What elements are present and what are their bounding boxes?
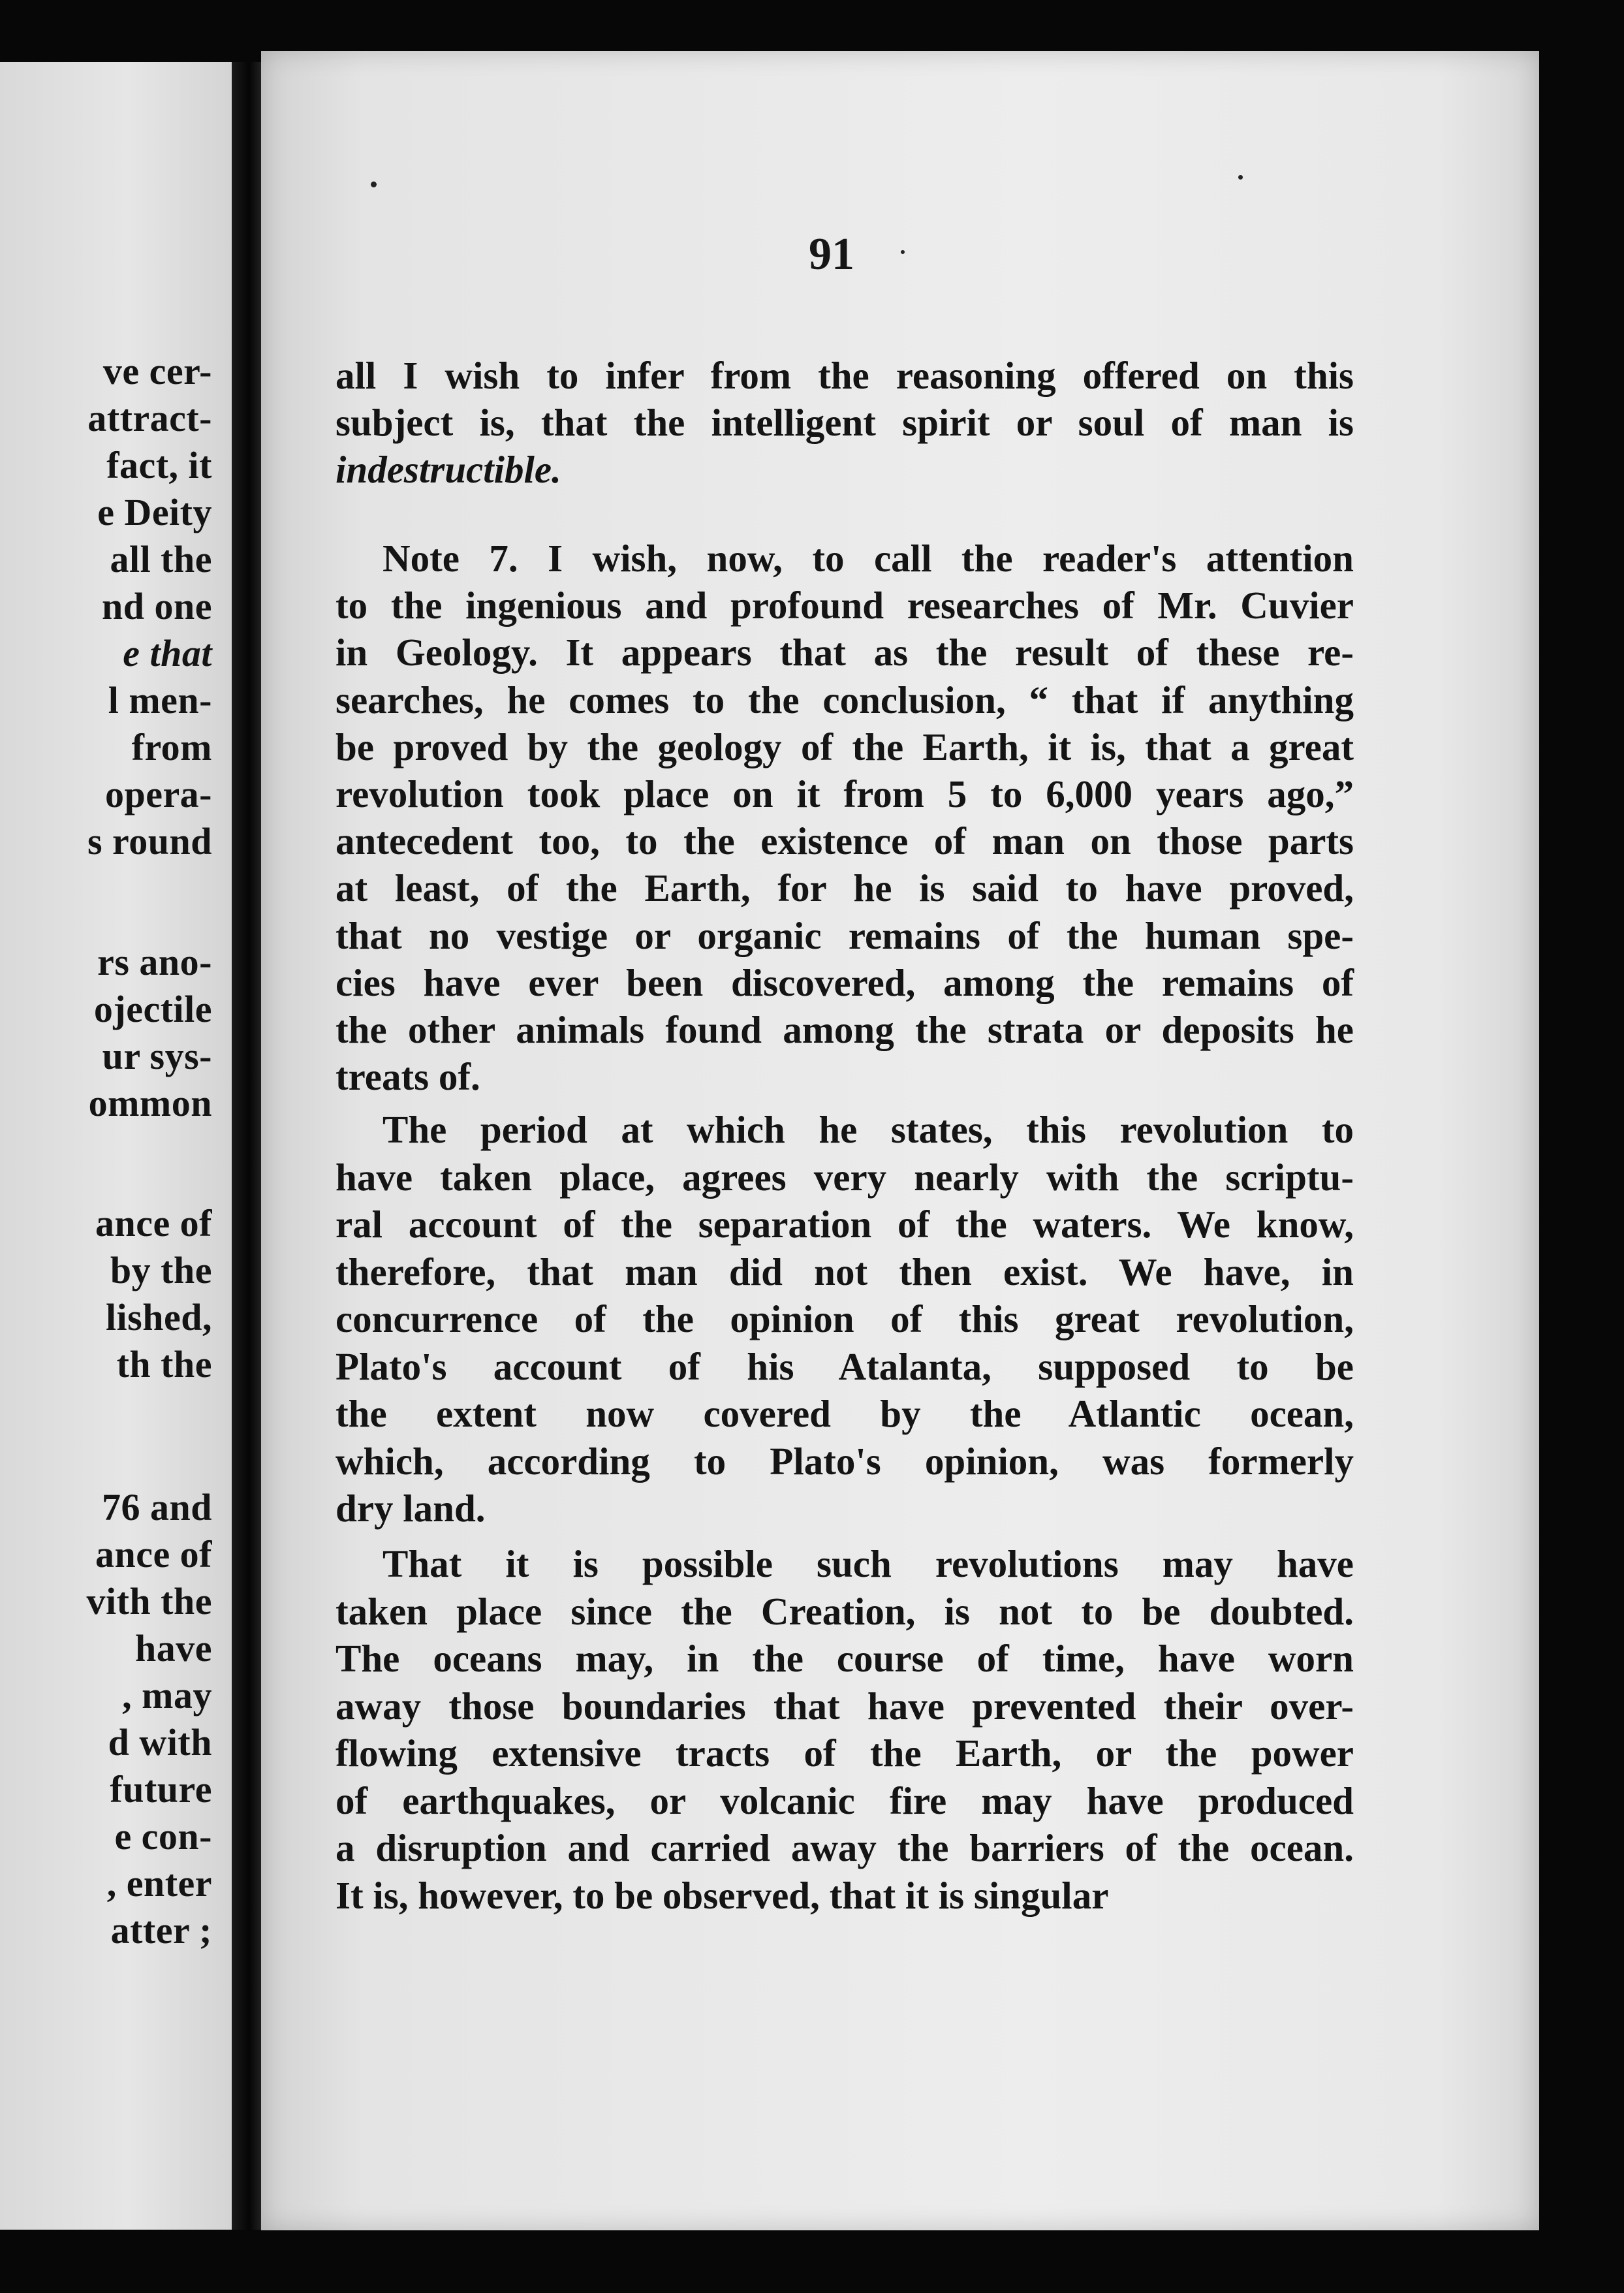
left-fragment: have — [135, 1627, 212, 1669]
left-fragment: ve cer- — [102, 350, 212, 392]
text-line: ral account of the separation of the waters. We know, — [336, 1203, 1354, 1246]
text-line: Plato's account of his Atalanta, supposed to be — [336, 1344, 1354, 1388]
left-fragment: attract- — [87, 397, 212, 439]
left-fragment: ojectile — [93, 988, 212, 1030]
left-fragment: ance of — [95, 1533, 212, 1575]
text-line: at least, of the Earth, for he is said to have proved, — [336, 866, 1354, 910]
text-line: have taken place, agrees very nearly with the scriptu- — [336, 1155, 1354, 1199]
text-line: That it is possible such revolutions may have — [383, 1542, 1354, 1585]
left-fragment: opera- — [104, 773, 212, 815]
left-fragment: d with — [108, 1721, 212, 1763]
text-line: to the ingenious and profound researches of Mr. Cuvier — [336, 584, 1354, 627]
text-line: the extent now covered by the Atlantic ocean, — [336, 1392, 1354, 1435]
book-gutter — [232, 62, 261, 2230]
left-fragment: rs ano- — [97, 941, 212, 983]
text-line: the other animals found among the strata or deposits he — [336, 1008, 1354, 1051]
scan-speck — [1238, 175, 1243, 180]
text-line: dry land. — [336, 1487, 486, 1530]
text-line: be proved by the geology of the Earth, it is, that a great — [336, 725, 1354, 768]
text-line: flowing extensive tracts of the Earth, or the power — [336, 1732, 1354, 1775]
text-line: of earthquakes, or volcanic fire may have produced — [336, 1779, 1354, 1822]
text-line: taken place since the Creation, is not to be doubted. — [336, 1589, 1354, 1633]
left-fragment: from — [131, 726, 212, 768]
text-line: antecedent too, to the existence of man on those parts — [336, 819, 1354, 863]
left-fragment: e that — [123, 632, 212, 674]
left-fragment: l men- — [108, 679, 212, 721]
left-fragment: nd one — [101, 585, 212, 627]
text-line: in Geology. It appears that as the result of these re- — [336, 631, 1354, 674]
left-fragment: fact, it — [106, 444, 212, 486]
text-line: subject is, that the intelligent spirit or soul of man is — [336, 401, 1354, 444]
text-line: away those boundaries that have prevented their over- — [336, 1684, 1354, 1728]
text-line: therefore, that man did not then exist. We have, in — [336, 1250, 1354, 1293]
text-line: which, according to Plato's opinion, was formerly — [336, 1439, 1354, 1483]
left-fragment: th the — [116, 1343, 212, 1385]
scan-speck — [901, 250, 905, 254]
left-fragment: lished, — [105, 1296, 212, 1338]
text-line: The oceans may, in the course of time, have worn — [336, 1637, 1354, 1680]
left-fragment: by the — [110, 1249, 212, 1291]
text-line: Note 7. I wish, now, to call the reader's attention — [383, 537, 1354, 580]
left-fragment: vith the — [86, 1580, 212, 1622]
text-line: indestructible. — [336, 448, 561, 491]
left-fragment: ur sys- — [102, 1035, 212, 1077]
left-fragment: all the — [110, 538, 212, 580]
text-line: a disruption and carried away the barriers of the ocean. — [336, 1826, 1354, 1869]
left-fragment: , enter — [106, 1862, 212, 1905]
left-fragment: 76 and — [101, 1486, 212, 1528]
left-fragment: future — [110, 1768, 212, 1811]
facing-page-left — [0, 62, 232, 2230]
left-fragment: atter ; — [110, 1909, 212, 1952]
text-line: The period at which he states, this revolution to — [383, 1108, 1354, 1151]
text-line: concurrence of the opinion of this great revolution, — [336, 1297, 1354, 1340]
text-line: that no vestige or organic remains of the human spe- — [336, 913, 1354, 957]
page-number: 91 — [809, 229, 854, 279]
text-line: cies have ever been discovered, among the remains of — [336, 960, 1354, 1004]
text-line: revolution took place on it from 5 to 6,000 years ago,” — [336, 772, 1354, 815]
text-line: all I wish to infer from the reasoning offered on this — [336, 354, 1354, 397]
left-fragment: , may — [122, 1674, 212, 1716]
left-fragment: e con- — [114, 1815, 212, 1858]
text-line: searches, he comes to the conclusion, “ that if anything — [336, 678, 1354, 721]
scan-speck — [371, 182, 377, 187]
left-fragment: ance of — [95, 1202, 212, 1244]
left-fragment: ommon — [88, 1082, 212, 1124]
text-line: It is, however, to be observed, that it is singular — [336, 1873, 1109, 1917]
left-fragment: s round — [87, 820, 212, 862]
left-fragment: e Deity — [97, 491, 212, 533]
text-line: treats of. — [336, 1055, 480, 1099]
